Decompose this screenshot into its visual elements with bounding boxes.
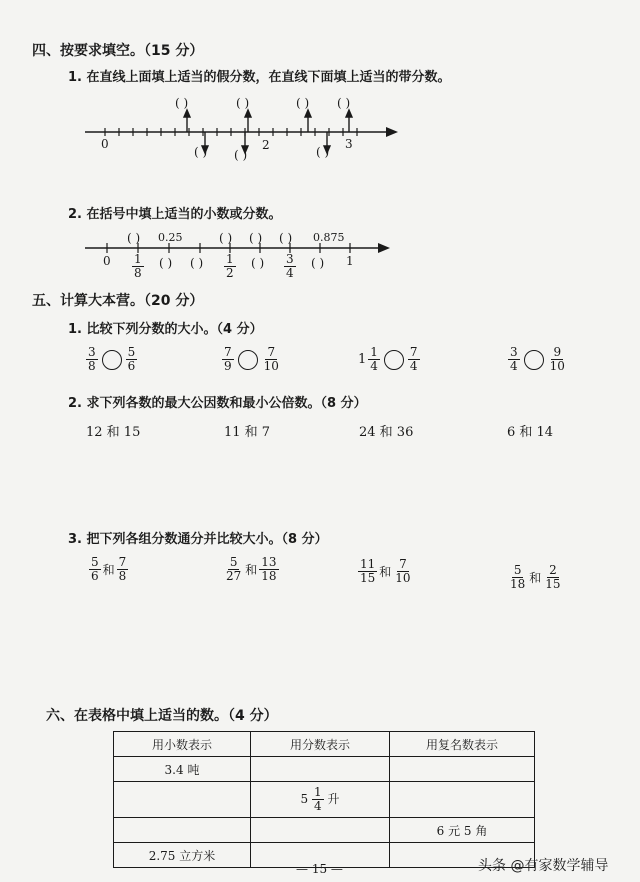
blank-below[interactable]: ( ): [159, 256, 173, 270]
blank-above[interactable]: ( ): [175, 96, 189, 110]
up-arrow-icon: [245, 110, 251, 117]
up-arrow-icon: [305, 110, 311, 117]
compare-circle[interactable]: [238, 350, 258, 370]
value-0-25: 0.25: [158, 231, 183, 244]
question-5-3: 3. 把下列各组分数通分并比较大小。（8 分）: [68, 532, 328, 547]
blank-above[interactable]: ( ): [127, 231, 141, 245]
blank-cell[interactable]: [114, 782, 251, 818]
tick-label-0: 0: [103, 254, 111, 268]
cell-value: 6 元 5 角: [390, 818, 535, 843]
tick-label-0: 0: [101, 137, 109, 151]
header-compound: 用复名数表示: [390, 732, 535, 757]
table-row: [114, 818, 535, 843]
question-4-2: 2. 在括号中填上适当的小数或分数。: [68, 207, 282, 222]
number-pair: 11 和 7: [224, 425, 271, 440]
compare-circle[interactable]: [384, 350, 404, 370]
number-pair: 12 和 15: [86, 425, 141, 440]
fraction-three-quarters: $\frac{3}{4}$: [286, 252, 294, 280]
blank-below[interactable]: ( ): [234, 148, 248, 162]
blank-above[interactable]: ( ): [279, 231, 293, 245]
up-arrow-icon: [184, 110, 190, 117]
blank-above[interactable]: ( ): [249, 231, 263, 245]
number-pair: 24 和 36: [359, 425, 414, 440]
tick-label-3: 3: [345, 137, 353, 151]
fraction-group: $\frac{11}{15}$ 和 $\frac{7}{10}$: [360, 557, 411, 585]
blank-above[interactable]: ( ): [337, 96, 351, 110]
question-4-1: 1. 在直线上面填上适当的假分数，在直线下面填上适当的带分数。: [68, 70, 451, 85]
compare-item: $\frac{3}{8}$ $\frac{5}{6}$: [88, 345, 136, 373]
blank-above[interactable]: ( ): [219, 231, 233, 245]
blank-below[interactable]: ( ): [311, 256, 325, 270]
compare-item: 1 $\frac{1}{4}$ $\frac{7}{4}$: [358, 345, 418, 373]
blank-cell[interactable]: [390, 757, 535, 782]
blank-below[interactable]: ( ): [251, 256, 265, 270]
blank-below[interactable]: ( ): [316, 145, 330, 159]
question-5-1: 1. 比较下列分数的大小。（4 分）: [68, 322, 263, 337]
section-4-title: 四、按要求填空。（15 分）: [32, 43, 204, 59]
compare-item: $\frac{7}{9}$ $\frac{7}{10}$: [224, 345, 279, 373]
tick-label-1: 1: [346, 254, 354, 268]
value-0-875: 0.875: [313, 231, 345, 244]
number-pair: 6 和 14: [507, 425, 554, 440]
table-row: [114, 782, 535, 818]
compare-circle[interactable]: [102, 350, 122, 370]
axis-arrowhead: [386, 127, 398, 137]
up-arrow-icon: [346, 110, 352, 117]
fraction-one-eighth: $\frac{1}{8}$: [134, 252, 142, 280]
blank-cell[interactable]: [251, 757, 390, 782]
cell-value: 5 $\frac{1}{4}$ 升: [251, 782, 390, 818]
header-fraction: 用分数表示: [251, 732, 390, 757]
compare-circle[interactable]: [524, 350, 544, 370]
blank-above[interactable]: ( ): [236, 96, 250, 110]
blank-below[interactable]: ( ): [194, 145, 208, 159]
cell-value: 2.75 立方米: [114, 843, 251, 868]
blank-cell[interactable]: [114, 818, 251, 843]
fraction-group: $\frac{5}{27}$ 和 $\frac{13}{18}$: [226, 555, 277, 583]
fraction-group: $\frac{5}{6}$ 和 $\frac{7}{8}$: [91, 555, 127, 583]
blank-below[interactable]: ( ): [190, 256, 204, 270]
compare-item: $\frac{3}{4}$ $\frac{9}{10}$: [510, 345, 565, 373]
page-number: — 15 —: [296, 862, 343, 876]
header-decimal: 用小数表示: [114, 732, 251, 757]
axis-arrowhead: [378, 243, 390, 253]
fraction-group: $\frac{5}{18}$ 和 $\frac{2}{15}$: [510, 563, 561, 591]
watermark: 头条 @有家数学辅导: [478, 858, 609, 874]
tick-label-2: 2: [262, 138, 270, 152]
blank-above[interactable]: ( ): [296, 96, 310, 110]
conversion-table: [113, 731, 535, 868]
cell-value: 3.4 吨: [114, 757, 251, 782]
table-row: [114, 757, 535, 782]
fraction-one-half: $\frac{1}{2}$: [226, 252, 234, 280]
blank-cell[interactable]: [251, 818, 390, 843]
blank-cell[interactable]: [390, 782, 535, 818]
section-5-title: 五、计算大本营。（20 分）: [32, 293, 204, 309]
table-header-row: [114, 732, 535, 757]
question-5-2: 2. 求下列各数的最大公因数和最小公倍数。（8 分）: [68, 396, 367, 411]
section-6-title: 六、在表格中填上适当的数。（4 分）: [46, 708, 278, 724]
